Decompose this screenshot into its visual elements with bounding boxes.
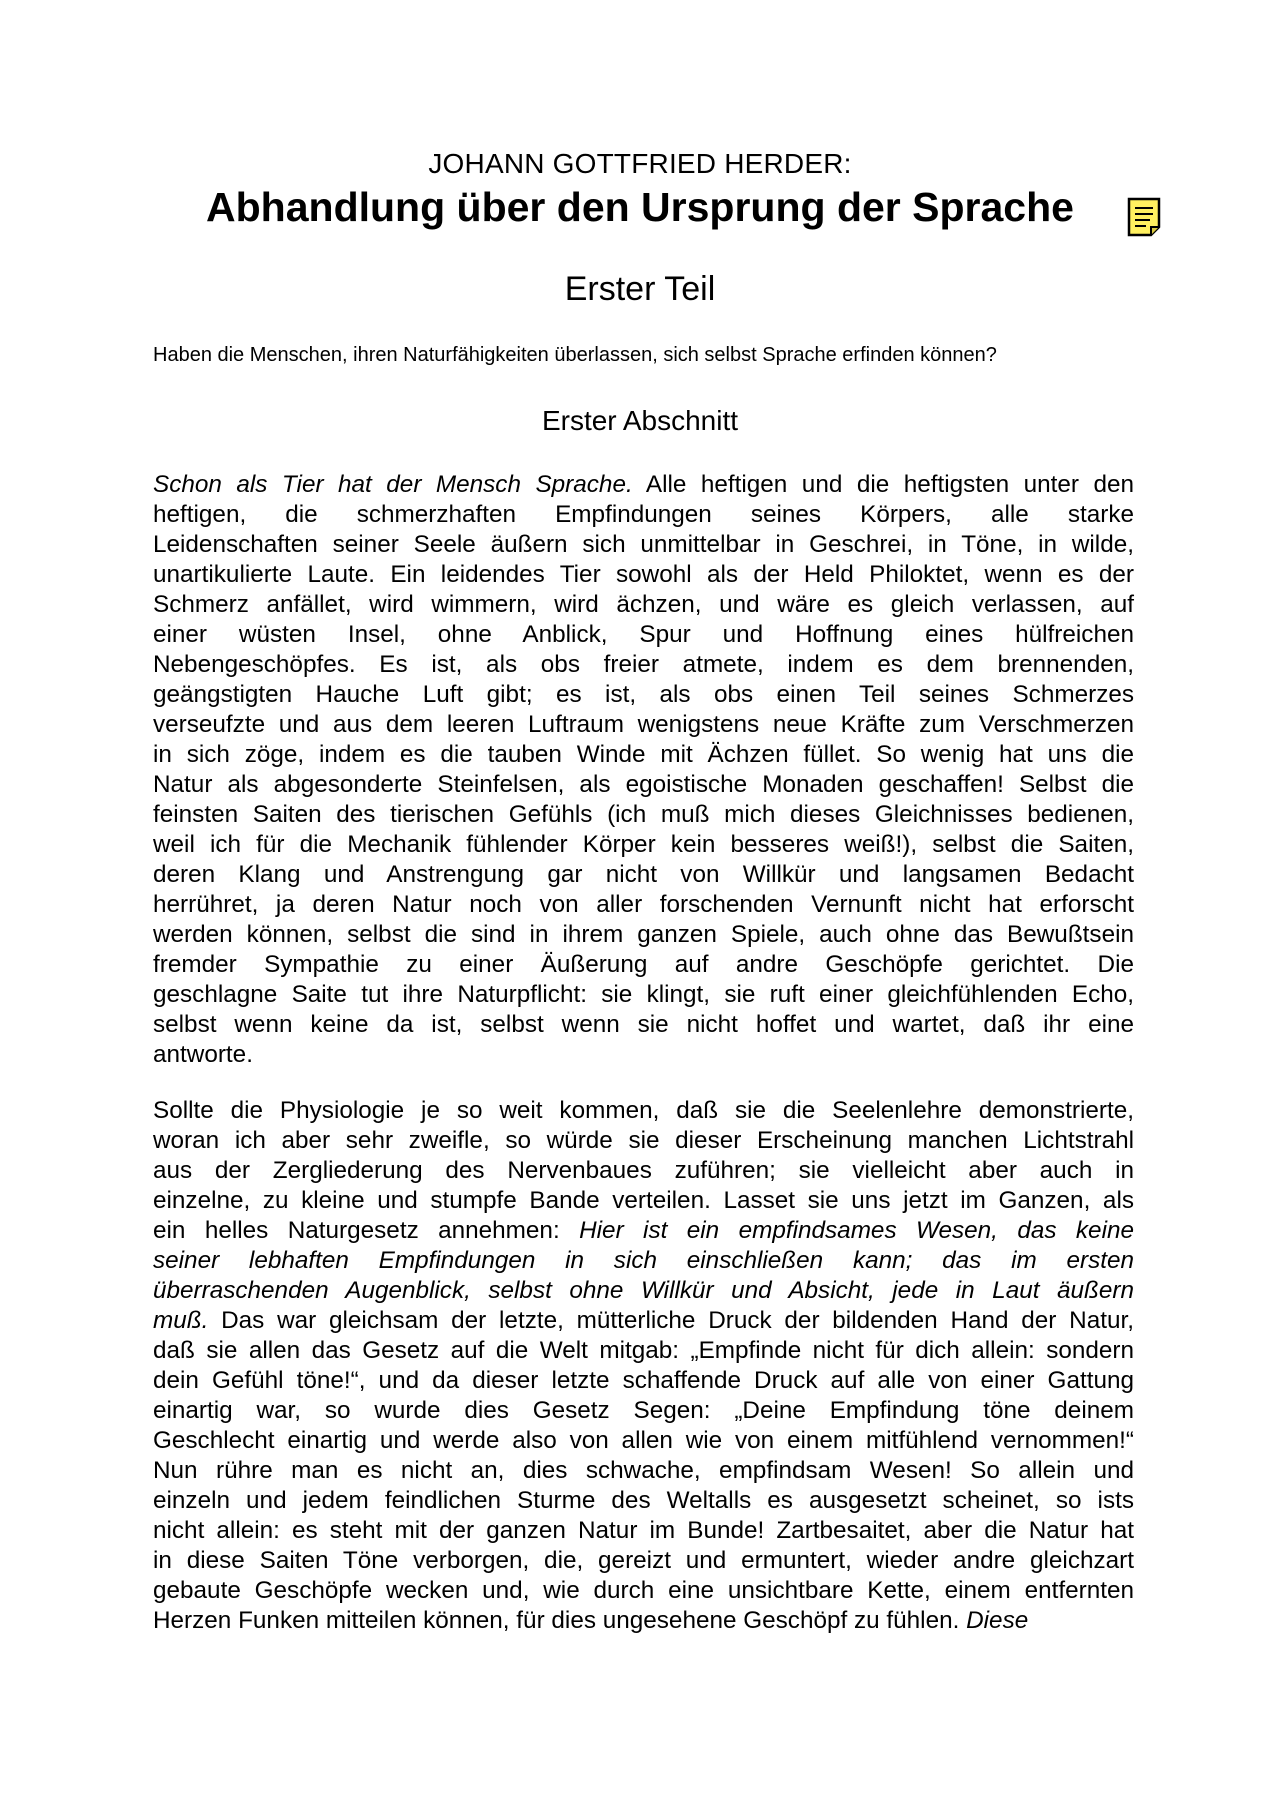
text-line — [153, 1306, 1134, 1336]
text-line: einartig war, so wurde dies Gesetz Segen: „Deine Empfindung töne deinem — [153, 1397, 1134, 1424]
text-segment: seiner lebhaften Empfindungen in sich einschließen kann; das im ersten — [153, 1247, 1134, 1274]
text-line: heftigen, die schmerzhaften Empfindungen seines Körpers, alle starke — [153, 501, 1134, 528]
text-segment: Hier ist ein empfindsames Wesen, das keine — [579, 1217, 1134, 1244]
text-line: gebaute Geschöpfe wecken und, wie durch eine unsichtbare Kette, einem entfernten — [153, 1577, 1134, 1604]
text-segment: ein helles Naturgesetz annehmen: — [153, 1217, 580, 1244]
text-line: verseufzte und aus dem leeren Luftraum wenigstens neue Kräfte zum Verschmerzen — [153, 711, 1134, 738]
text-line: geängstigten Hauche Luft gibt; es ist, als obs einen Teil seines Schmerzes — [153, 681, 1134, 708]
text-segment: Herzen Funken mitteilen können, für dies ungesehene Geschöpf zu fühlen. — [153, 1607, 967, 1634]
document-title: Abhandlung über den Ursprung der Sprache — [206, 184, 1074, 230]
text-line: Leidenschaften seiner Seele äußern sich unmittelbar in Geschrei, in Töne, in wilde, — [153, 531, 1134, 558]
text-line: aus der Zergliederung des Nervenbaues zuführen; sie vielleicht aber auch in — [153, 1157, 1134, 1184]
part-heading: Erster Teil — [564, 270, 716, 308]
text-line: einzeln und jedem feindlichen Sturme des Weltalls es ausgesetzt scheinet, so ists — [153, 1487, 1134, 1514]
text-line: einer wüsten Insel, ohne Anblick, Spur und Hoffnung eines hülfreichen — [153, 621, 1134, 648]
text-line: Geschlecht einartig und werde also von allen wie von einem mitfühlend vernommen!“ — [153, 1427, 1134, 1454]
title-row — [0, 184, 1280, 231]
text-segment: überraschenden Augenblick, selbst ohne Willkür und Absicht, jede in Laut äußern — [153, 1277, 1134, 1304]
text-segment: Das war gleichsam der letzte, mütterliche Druck der bildenden Hand der Natur, — [208, 1307, 1134, 1334]
text-line: geschlagne Saite tut ihre Naturpflicht: sie klingt, sie ruft einer gleichfühlenden Echo, — [153, 981, 1134, 1008]
text-line: selbst wenn keine da ist, selbst wenn sie nicht hoffet und wartet, daß ihr eine — [153, 1011, 1134, 1038]
text-line — [153, 470, 1134, 500]
text-line: fremder Sympathie zu einer Äußerung auf andre Geschöpfe gerichtet. Die — [153, 951, 1134, 978]
section-heading: Erster Abschnitt — [541, 405, 739, 436]
text-line — [153, 1216, 1134, 1246]
text-line: Sollte die Physiologie je so weit kommen, daß sie die Seelenlehre demonstrierte, — [153, 1097, 1134, 1124]
text-line: Nebengeschöpfes. Es ist, als obs freier atmete, indem es dem brennenden, — [153, 651, 1134, 678]
text-line: daß sie allen das Gesetz auf die Welt mitgab: „Empfinde nicht für dich allein: sondern — [153, 1337, 1134, 1364]
text-line: unartikulierte Laute. Ein leidendes Tier sowohl als der Held Philoktet, wenn es der — [153, 561, 1134, 588]
text-line: einzelne, zu kleine und stumpfe Bande verteilen. Lasset sie uns jetzt im Ganzen, als — [153, 1187, 1134, 1214]
question-text: Haben die Menschen, ihren Naturfähigkeiten überlassen, sich selbst Sprache erfinden können? — [153, 344, 997, 366]
text-line: nicht allein: es steht mit der ganzen Natur im Bunde! Zartbesaitet, aber die Natur hat — [153, 1517, 1134, 1544]
text-line: feinsten Saiten des tierischen Gefühls (ich muß mich dieses Gleichnisses bedienen, — [153, 801, 1134, 828]
text-line: Nun rühre man es nicht an, dies schwache, empfindsam Wesen! So allein und — [153, 1457, 1134, 1484]
text-segment: muß. — [153, 1307, 209, 1334]
text-line: herrühret, ja deren Natur noch von aller forschenden Vernunft nicht hat erforscht — [153, 891, 1134, 918]
text-line: weil ich für die Mechanik fühlender Körper kein besseres weiß!), selbst die Saiten, — [153, 831, 1134, 858]
text-line — [153, 1246, 1134, 1276]
text-line: woran ich aber sehr zweifle, so würde sie dieser Erscheinung manchen Lichtstrahl — [153, 1127, 1134, 1154]
text-line — [153, 1606, 1134, 1636]
text-line: in sich zöge, indem es die tauben Winde mit Ächzen füllet. So wenig hat uns die — [153, 741, 1134, 768]
author-heading: JOHANN GOTTFRIED HERDER: — [428, 148, 852, 179]
note-icon[interactable] — [1126, 196, 1164, 238]
paragraph-2 — [153, 1096, 1134, 1636]
text-line: deren Klang und Anstrengung gar nicht von Willkür und langsamen Bedacht — [153, 861, 1134, 888]
text-line: antworte. — [153, 1041, 253, 1068]
text-line: in diese Saiten Töne verborgen, die, gereizt und ermuntert, wieder andre gleichzart — [153, 1547, 1134, 1574]
text-segment: Diese — [966, 1607, 1029, 1634]
text-segment: Schon als Tier hat der Mensch Sprache. — [153, 471, 633, 498]
text-line — [153, 1276, 1134, 1306]
text-line: dein Gefühl töne!“, und da dieser letzte schaffende Druck auf alle von einer Gattung — [153, 1367, 1134, 1394]
text-line: werden können, selbst die sind in ihrem ganzen Spiele, auch ohne das Bewußtsein — [153, 921, 1134, 948]
text-line: Schmerz anfället, wird wimmern, wird ächzen, und wäre es gleich verlassen, auf — [153, 591, 1134, 618]
paragraph-1 — [153, 470, 1134, 1070]
text-line: Natur als abgesonderte Steinfelsen, als egoistische Monaden geschaffen! Selbst die — [153, 771, 1134, 798]
text-segment: Alle heftigen und die heftigsten unter den — [632, 471, 1134, 498]
